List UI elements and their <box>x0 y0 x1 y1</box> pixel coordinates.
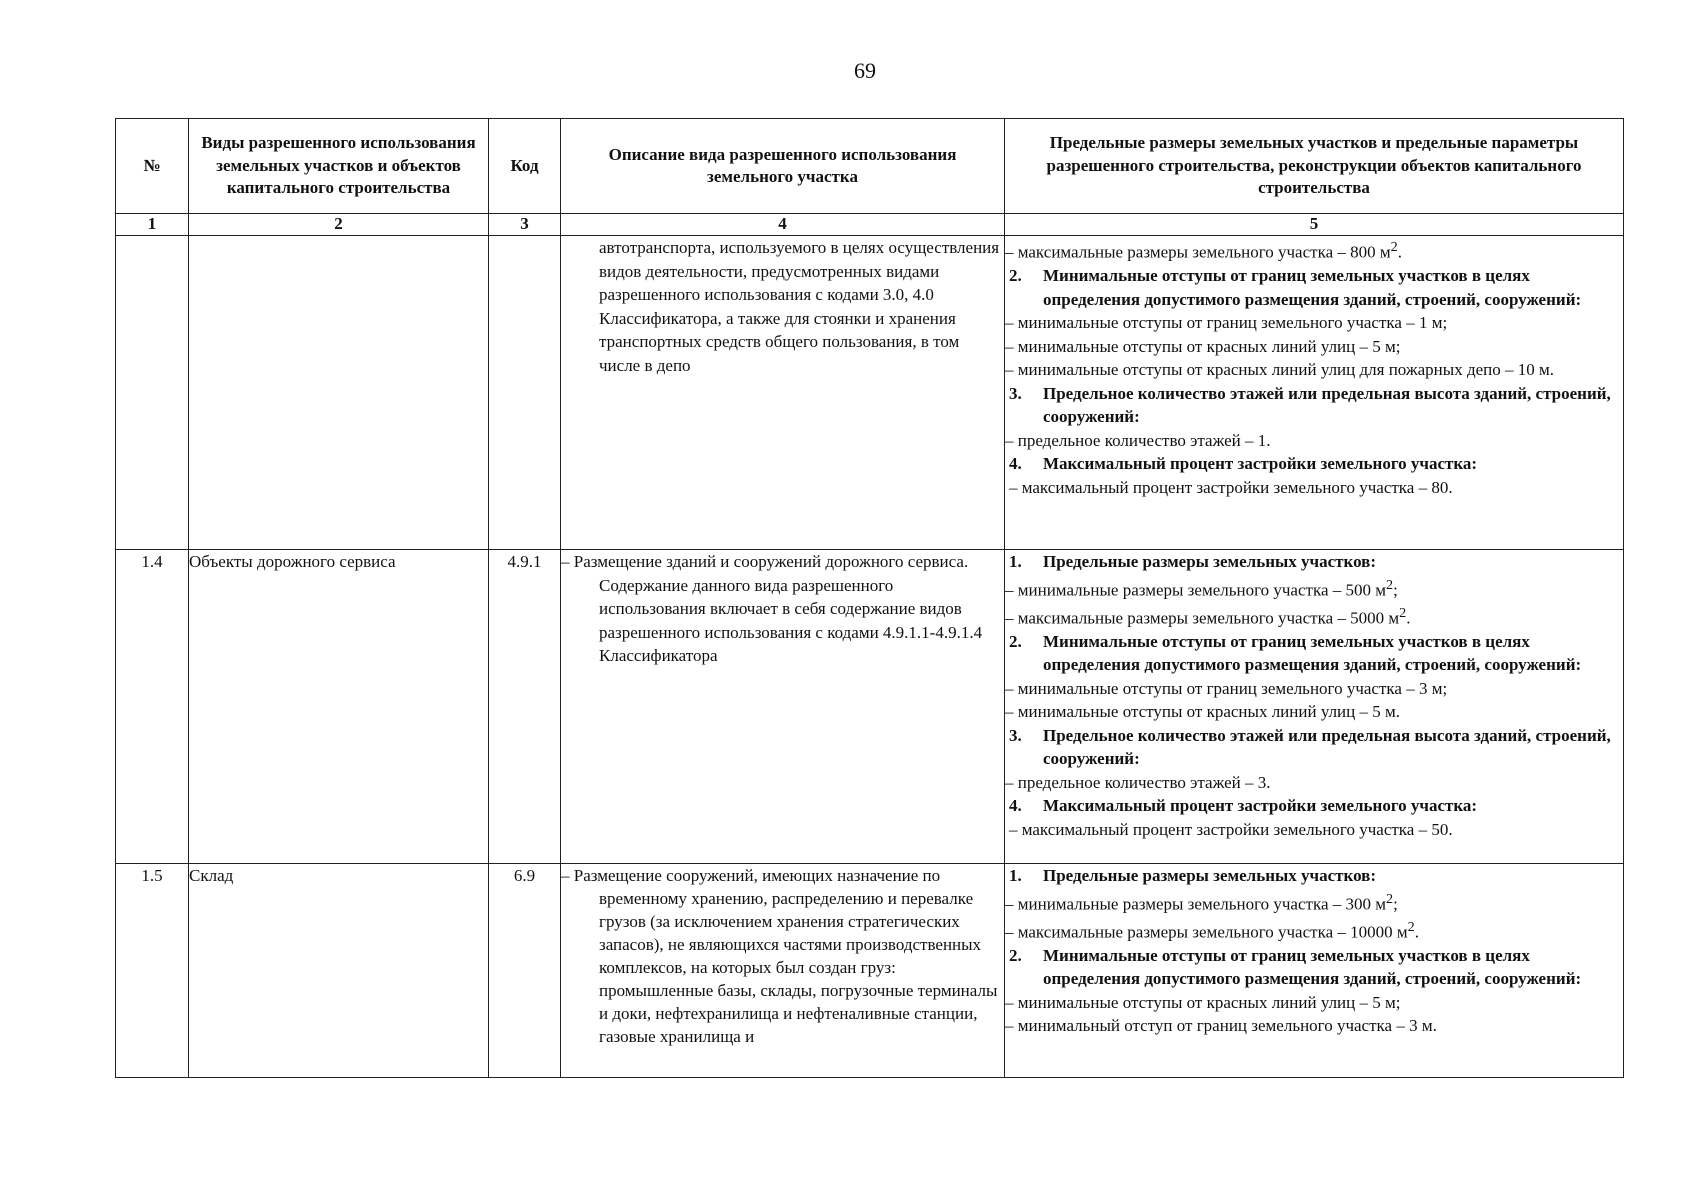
param-line: – минимальные отступы от границ земельного участка – 1 м; <box>1005 313 1448 333</box>
param-line: – максимальный процент застройки земельного участка – 50. <box>1009 819 1453 839</box>
param-line: – минимальные отступы от красных линий улиц – 5 м. <box>1005 702 1401 722</box>
col-number-3: 3 <box>489 214 561 236</box>
row-num: 1.4 <box>116 550 189 864</box>
description-text: – Размещение зданий и сооружений дорожного сервиса. Содержание данного вида разрешенного использования включает в себя содержание видов разрешенного использования с кодами 4.9.1.1-4.9.1.4 Классификатора <box>561 552 983 665</box>
header-num: № <box>116 119 189 214</box>
param-heading: 2. Минимальные отступы от границ земельных участков в целях определения допустимого размещения зданий, строений, сооружений: <box>1009 631 1582 675</box>
param-line: – максимальные размеры земельного участка – 800 $м^2$. <box>1005 239 1402 262</box>
param-line: – минимальные отступы от красных линий улиц – 5 м; <box>1005 336 1401 356</box>
row-code <box>489 236 561 550</box>
param-heading: 4. Максимальный процент застройки земельного участка: <box>1009 454 1478 474</box>
param-heading: 4. Максимальный процент застройки земельного участка: <box>1009 796 1478 816</box>
row-name: Объекты дорожного сервиса <box>189 550 489 864</box>
table-row <box>116 864 1624 1078</box>
row-description <box>561 236 1005 550</box>
column-number-row <box>116 214 1624 236</box>
param-heading: 2. Минимальные отступы от границ земельных участков в целях определения допустимого размещения зданий, строений, сооружений: <box>1009 945 1582 989</box>
row-code: 6.9 <box>489 864 561 1078</box>
row-name: Склад <box>189 864 489 1078</box>
param-line: – минимальные отступы от красных линий улиц для пожарных депо – 10 м. <box>1005 360 1554 380</box>
col-number-1: 1 <box>116 214 189 236</box>
page-number: 69 <box>854 58 876 83</box>
row-description <box>561 550 1005 864</box>
col-number-4: 4 <box>561 214 1005 236</box>
description-text: автотранспорта, используемого в целях осуществления видов деятельности, предусмотренных видами разрешенного использования с кодами 3.0, 4.0 Классификатора, а также для стоянки и хранения транспортных средств общего пользования, в том числе в депо <box>599 238 1000 375</box>
row-num: 1.5 <box>116 864 189 1078</box>
row-params <box>1005 864 1624 1078</box>
param-heading: 1. Предельные размеры земельных участков: <box>1009 552 1377 571</box>
param-line: – минимальные отступы от границ земельного участка – 3 м; <box>1005 678 1448 698</box>
table-row <box>116 550 1624 864</box>
param-line: – максимальные размеры земельного участка – 5000 $м^2$. <box>1005 604 1411 628</box>
param-heading: 2. Минимальные отступы от границ земельных участков в целях определения допустимого размещения зданий, строений, сооружений: <box>1009 266 1582 309</box>
header-code: Код <box>489 119 561 214</box>
row-num <box>116 236 189 550</box>
row-params <box>1005 550 1624 864</box>
header-limits: Предельные размеры земельных участков и предельные параметры разрешенного строительства, реконструкции объектов капитального строительства <box>1005 119 1624 214</box>
col-number-2: 2 <box>189 214 489 236</box>
row-description <box>561 864 1005 1078</box>
param-line: – минимальные размеры земельного участка – 500 $м^2$; <box>1005 576 1398 600</box>
description-text: – Размещение сооружений, имеющих назначение по временному хранению, распределению и перевалке грузов (за исключением хранения стратегических запасов), не являющихся частями производственных комплексов, на которых был создан груз: промышленные базы, склады, погрузочные терминалы и доки, нефтехранилища и нефтеналивные станции, газовые хранилища и <box>561 866 998 1046</box>
col-number-5: 5 <box>1005 214 1624 236</box>
param-heading: 3. Предельное количество этажей или предельная высота зданий, строений, сооружений: <box>1009 725 1611 769</box>
param-line: – минимальные отступы от красных линий улиц – 5 м; <box>1005 992 1401 1012</box>
row-code: 4.9.1 <box>489 550 561 864</box>
table-row <box>116 236 1624 550</box>
land-use-table <box>115 118 1624 1078</box>
row-params <box>1005 236 1624 550</box>
param-line: – минимальные размеры земельного участка – 300 $м^2$; <box>1005 890 1398 914</box>
param-line: – максимальные размеры земельного участка – 10000 $м^2$. <box>1005 918 1419 942</box>
header-types: Виды разрешенного использования земельных участков и объектов капитального строительства <box>189 119 489 214</box>
param-heading: 1. Предельные размеры земельных участков: <box>1009 866 1377 885</box>
row-name <box>189 236 489 550</box>
table-header-row <box>116 119 1624 214</box>
param-line: – предельное количество этажей – 1. <box>1005 430 1271 450</box>
param-line: – максимальный процент застройки земельного участка – 80. <box>1009 477 1453 497</box>
param-heading: 3. Предельное количество этажей или предельная высота зданий, строений, сооружений: <box>1009 383 1611 427</box>
param-line: – минимальный отступ от границ земельного участка – 3 м. <box>1005 1016 1437 1036</box>
param-line: – предельное количество этажей – 3. <box>1005 772 1271 792</box>
header-description: Описание вида разрешенного использования земельного участка <box>561 119 1005 214</box>
